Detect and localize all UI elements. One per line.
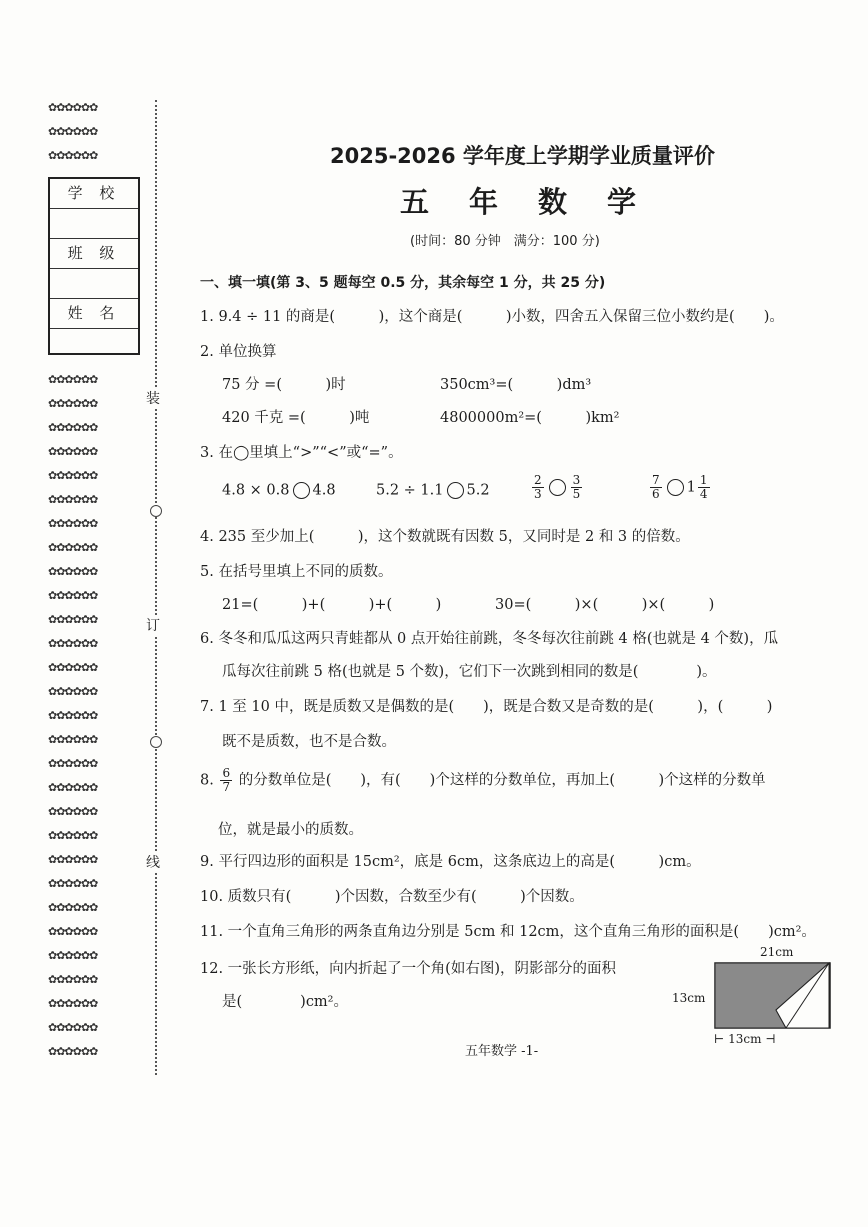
margin-decoration-bottom — [48, 368, 143, 1064]
deco-row: ✿✿✿✿✿✿ — [48, 661, 98, 674]
deco-row: ✿✿✿✿✿✿ — [48, 901, 98, 914]
question-4: 4. 235 至少加上( )，这个数就既有因数 5，又同时是 2 和 3 的倍数。 — [200, 529, 690, 545]
page-footer: 五年数学 -1- — [465, 1044, 539, 1059]
deco-row: ✿✿✿✿✿✿ — [48, 101, 98, 114]
fraction — [571, 474, 583, 501]
figure-top-label: 21cm — [760, 945, 794, 959]
deco-row: ✿✿✿✿✿✿ — [48, 469, 98, 482]
q8-text: 的分数单位是( )，有( )个这样的分数单位，再加上( )个这样的分数单 — [238, 772, 766, 789]
q3-item-b — [376, 482, 490, 499]
q5-item-b: 30=( )×( )×( ) — [495, 597, 715, 613]
time-and-score: (时间：80 分钟 满分：100 分) — [410, 234, 600, 249]
question-8-line2: 位，就是最小的质数。 — [218, 822, 363, 838]
deco-row: ✿✿✿✿✿✿ — [48, 149, 98, 162]
question-8-line1 — [200, 767, 766, 794]
deco-row: ✿✿✿✿✿✿ — [48, 805, 98, 818]
deco-row: ✿✿✿✿✿✿ — [48, 1021, 98, 1034]
denominator: 3 — [534, 487, 542, 501]
deco-row: ✿✿✿✿✿✿ — [48, 1045, 98, 1058]
q3-a-left: 4.8 × 0.8 — [222, 482, 290, 499]
compare-circle[interactable] — [549, 479, 566, 496]
school-label: 学 校 — [50, 179, 138, 209]
binding-hole-circle — [150, 505, 162, 517]
deco-row: ✿✿✿✿✿✿ — [48, 757, 98, 770]
deco-row: ✿✿✿✿✿✿ — [48, 421, 98, 434]
class-label: 班 级 — [50, 239, 138, 269]
class-field[interactable] — [50, 269, 138, 299]
numerator: 2 — [534, 473, 542, 487]
deco-row: ✿✿✿✿✿✿ — [48, 613, 98, 626]
fraction — [532, 474, 544, 501]
figure-left-label: 13cm — [672, 991, 706, 1005]
numerator: 6 — [222, 766, 231, 780]
denominator: 6 — [652, 487, 660, 501]
deco-row: ✿✿✿✿✿✿ — [48, 397, 98, 410]
fraction — [698, 474, 710, 501]
question-6-line1: 6. 冬冬和瓜瓜这两只青蛙都从 0 点开始往前跳，冬冬每次往前跳 4 格(也就是 4 个数)，瓜 — [200, 631, 779, 647]
deco-row: ✿✿✿✿✿✿ — [48, 517, 98, 530]
compare-circle[interactable] — [293, 482, 310, 499]
fraction — [650, 474, 662, 501]
q2-item-c: 420 千克 =( )吨 — [222, 410, 370, 426]
name-field[interactable] — [50, 329, 138, 358]
denominator: 7 — [222, 780, 231, 794]
q3-a-right: 4.8 — [312, 482, 336, 499]
deco-row: ✿✿✿✿✿✿ — [48, 685, 98, 698]
q3-b-right: 5.2 — [466, 482, 490, 499]
school-field[interactable] — [50, 209, 138, 239]
binding-hole-circle — [150, 736, 162, 748]
mixed-whole: 1 — [686, 479, 696, 496]
q8-number: 8. — [200, 772, 214, 789]
question-7-line2: 既不是质数，也不是合数。 — [222, 734, 396, 750]
question-10: 10. 质数只有( )个因数，合数至少有( )个因数。 — [200, 889, 584, 905]
question-5-title: 5. 在括号里填上不同的质数。 — [200, 564, 393, 580]
folded-rectangle-figure — [714, 962, 832, 1030]
deco-row: ✿✿✿✿✿✿ — [48, 541, 98, 554]
compare-circle[interactable] — [667, 479, 684, 496]
deco-row: ✿✿✿✿✿✿ — [48, 709, 98, 722]
denominator: 4 — [699, 487, 708, 501]
binding-dotted-line — [155, 100, 157, 1075]
deco-row: ✿✿✿✿✿✿ — [48, 445, 98, 458]
numerator: 7 — [652, 473, 660, 487]
q3-item-c — [530, 474, 584, 501]
deco-row: ✿✿✿✿✿✿ — [48, 853, 98, 866]
question-9: 9. 平行四边形的面积是 15cm²，底是 6cm，这条底边上的高是( )cm。 — [200, 854, 701, 870]
q2-item-a: 75 分 =( )时 — [222, 377, 346, 393]
student-info-box — [48, 177, 140, 355]
deco-row: ✿✿✿✿✿✿ — [48, 733, 98, 746]
numerator: 3 — [572, 473, 581, 487]
deco-row: ✿✿✿✿✿✿ — [48, 973, 98, 986]
deco-row: ✿✿✿✿✿✿ — [48, 829, 98, 842]
q3-b-left: 5.2 ÷ 1.1 — [376, 482, 444, 499]
deco-row: ✿✿✿✿✿✿ — [48, 493, 98, 506]
q3-item-a — [222, 482, 336, 499]
margin-decoration-top — [48, 96, 143, 168]
binding-char-ding: 订 — [146, 615, 160, 635]
deco-row: ✿✿✿✿✿✿ — [48, 589, 98, 602]
figure-bottom-label: ⊢ 13cm ⊣ — [714, 1032, 776, 1046]
question-3-title: 3. 在◯里填上“>”“<”或“=”。 — [200, 445, 403, 461]
deco-row: ✿✿✿✿✿✿ — [48, 925, 98, 938]
deco-row: ✿✿✿✿✿✿ — [48, 781, 98, 794]
exam-year-title: 2025-2026 学年度上学期学业质量评价 — [330, 144, 715, 168]
question-7-line1: 7. 1 至 10 中，既是质数又是偶数的是( )，既是合数又是奇数的是( )，( ) — [200, 699, 773, 715]
question-12-line1: 12. 一张长方形纸，向内折起了一个角(如右图)，阴影部分的面积 — [200, 961, 616, 977]
q3-item-d — [648, 474, 712, 501]
question-6-line2: 瓜每次往前跳 5 格(也就是 5 个数)，它们下一次跳到相同的数是( )。 — [222, 664, 717, 680]
deco-row: ✿✿✿✿✿✿ — [48, 997, 98, 1010]
name-label: 姓 名 — [50, 299, 138, 329]
deco-row: ✿✿✿✿✿✿ — [48, 373, 98, 386]
subject-title: 五年数学 — [400, 185, 677, 219]
question-12-line2: 是( )cm²。 — [222, 994, 348, 1010]
binding-char-zhuang: 装 — [146, 388, 160, 408]
section-1-title: 一、填一填(第 3、5 题每空 0.5 分，其余每空 1 分，共 25 分) — [200, 275, 606, 291]
question-1: 1. 9.4 ÷ 11 的商是( )，这个商是( )小数，四舍五入保留三位小数约是( )。 — [200, 309, 784, 325]
q2-item-d: 4800000m²=( )km² — [440, 410, 620, 426]
deco-row: ✿✿✿✿✿✿ — [48, 949, 98, 962]
binding-char-xian: 线 — [146, 852, 160, 872]
question-11: 11. 一个直角三角形的两条直角边分别是 5cm 和 12cm，这个直角三角形的面积是( )cm²。 — [200, 924, 816, 940]
q2-item-b: 350cm³=( )dm³ — [440, 377, 592, 393]
deco-row: ✿✿✿✿✿✿ — [48, 125, 98, 138]
denominator: 5 — [572, 487, 581, 501]
compare-circle[interactable] — [447, 482, 464, 499]
deco-row: ✿✿✿✿✿✿ — [48, 877, 98, 890]
fraction — [220, 767, 232, 794]
numerator: 1 — [699, 473, 708, 487]
deco-row: ✿✿✿✿✿✿ — [48, 637, 98, 650]
q5-item-a: 21=( )+( )+( ) — [222, 597, 442, 613]
question-2-title: 2. 单位换算 — [200, 344, 277, 360]
deco-row: ✿✿✿✿✿✿ — [48, 565, 98, 578]
